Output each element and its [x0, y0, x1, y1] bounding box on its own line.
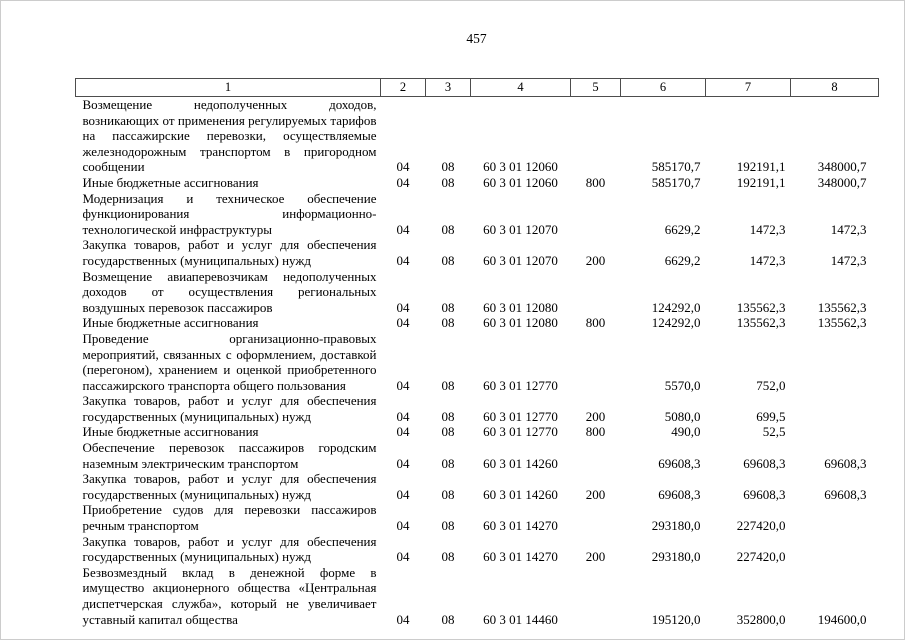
razdel-code: 04	[396, 424, 410, 440]
expense-type-code	[571, 502, 621, 533]
razdel-code: 04	[396, 549, 410, 565]
amount-col-6: 293180,0	[651, 518, 701, 534]
podrazdel-code: 08	[441, 299, 455, 315]
amount-col-6: 5080,0	[664, 408, 701, 424]
amount-col-6: 69608,3	[658, 486, 701, 502]
razdel-code: 04	[396, 611, 410, 627]
amount-col-8: 69608,3	[824, 486, 867, 502]
podrazdel-code: 08	[441, 518, 455, 534]
amount-col-8: 1472,3	[830, 252, 867, 268]
amount-col-7: 69608,3	[743, 455, 786, 471]
podrazdel-code: 08	[441, 221, 455, 237]
amount-col-7: 699,5	[756, 408, 786, 424]
expense-type-code: 800	[585, 424, 606, 440]
amount-col-6: 124292,0	[651, 315, 701, 331]
amount-col-6: 585170,7	[651, 174, 701, 190]
table-row	[76, 471, 879, 502]
row-name: Возмещение авиаперевозчикам недополученных доходов от осуществления региональных воздушных перевозок пассажиров	[82, 268, 377, 315]
amount-col-7: 192191,1	[736, 174, 786, 190]
podrazdel-code: 08	[441, 611, 455, 627]
target-article-code: 60 3 01 12770	[483, 377, 558, 393]
target-article-code: 60 3 01 14460	[483, 611, 558, 627]
table-row	[76, 97, 879, 175]
target-article-code: 60 3 01 12070	[483, 221, 558, 237]
amount-col-8	[791, 534, 879, 565]
target-article-code: 60 3 01 12080	[483, 299, 558, 315]
target-article-code: 60 3 01 12770	[483, 424, 558, 440]
podrazdel-code: 08	[441, 408, 455, 424]
table-row	[76, 440, 879, 471]
podrazdel-code: 08	[441, 424, 455, 440]
amount-col-7: 227420,0	[736, 549, 786, 565]
amount-col-8: 348000,7	[817, 159, 867, 175]
amount-col-6: 585170,7	[651, 159, 701, 175]
razdel-code: 04	[396, 159, 410, 175]
expense-type-code	[571, 269, 621, 316]
amount-col-6: 124292,0	[651, 299, 701, 315]
amount-col-7: 69608,3	[743, 486, 786, 502]
amount-col-7: 752,0	[756, 377, 786, 393]
target-article-code: 60 3 01 12070	[483, 252, 558, 268]
column-header-8: 8	[791, 79, 879, 97]
amount-col-7: 1472,3	[749, 252, 786, 268]
row-name: Иные бюджетные ассигнования	[82, 174, 259, 190]
target-article-code: 60 3 01 12060	[483, 159, 558, 175]
expense-type-code	[571, 191, 621, 238]
razdel-code: 04	[396, 486, 410, 502]
amount-col-8: 194600,0	[817, 611, 867, 627]
amount-col-6: 69608,3	[658, 455, 701, 471]
podrazdel-code: 08	[441, 549, 455, 565]
podrazdel-code: 08	[441, 252, 455, 268]
expense-type-code: 200	[585, 549, 606, 565]
row-name: Иные бюджетные ассигнования	[82, 315, 259, 331]
amount-col-6: 6629,2	[664, 252, 701, 268]
razdel-code: 04	[396, 377, 410, 393]
razdel-code: 04	[396, 174, 410, 190]
table-row	[76, 424, 879, 440]
row-name: Иные бюджетные ассигнования	[82, 424, 259, 440]
amount-col-6: 5570,0	[664, 377, 701, 393]
row-name: Обеспечение перевозок пассажиров городским наземным электрическим транспортом	[82, 440, 377, 471]
amount-col-7: 192191,1	[736, 159, 786, 175]
budget-table	[75, 78, 879, 627]
razdel-code: 04	[396, 299, 410, 315]
expense-type-code: 200	[585, 486, 606, 502]
expense-type-code: 200	[585, 252, 606, 268]
column-number-row	[76, 79, 879, 97]
table-row	[76, 565, 879, 627]
table-row	[76, 191, 879, 238]
amount-col-7: 135562,3	[736, 315, 786, 331]
column-header-7: 7	[706, 79, 791, 97]
column-header-4: 4	[471, 79, 571, 97]
expense-type-code	[571, 440, 621, 471]
target-article-code: 60 3 01 12770	[483, 408, 558, 424]
row-name: Проведение организационно-правовых мероприятий, связанных с оформлением, доставкой (перегоном), хранением и оценкой приобретенного пассажирского транспорта общего пользования	[82, 330, 377, 393]
expense-type-code: 800	[585, 315, 606, 331]
amount-col-8: 348000,7	[817, 174, 867, 190]
row-name: Закупка товаров, работ и услуг для обеспечения государственных (муниципальных) нужд	[82, 237, 377, 268]
amount-col-8	[791, 424, 879, 440]
amount-col-6: 6629,2	[664, 221, 701, 237]
column-header-6: 6	[621, 79, 706, 97]
amount-col-7: 352800,0	[736, 611, 786, 627]
row-name: Закупка товаров, работ и услуг для обеспечения государственных (муниципальных) нужд	[82, 533, 377, 565]
table-row	[76, 331, 879, 393]
target-article-code: 60 3 01 12080	[483, 315, 558, 331]
table-header	[76, 79, 879, 97]
expense-type-code: 200	[585, 408, 606, 424]
target-article-code: 60 3 01 12060	[483, 174, 558, 190]
amount-col-7: 1472,3	[749, 221, 786, 237]
amount-col-8: 135562,3	[817, 315, 867, 331]
table-row	[76, 393, 879, 424]
expense-type-code	[571, 97, 621, 175]
target-article-code: 60 3 01 14270	[483, 549, 558, 565]
amount-col-8: 69608,3	[824, 455, 867, 471]
razdel-code: 04	[396, 408, 410, 424]
column-header-1: 1	[76, 79, 381, 97]
target-article-code: 60 3 01 14260	[483, 455, 558, 471]
column-header-5: 5	[571, 79, 621, 97]
amount-col-8	[791, 331, 879, 393]
amount-col-7: 135562,3	[736, 299, 786, 315]
table-row	[76, 237, 879, 268]
podrazdel-code: 08	[441, 377, 455, 393]
amount-col-8: 1472,3	[830, 221, 867, 237]
razdel-code: 04	[396, 455, 410, 471]
target-article-code: 60 3 01 14260	[483, 486, 558, 502]
razdel-code: 04	[396, 252, 410, 268]
amount-col-8	[791, 393, 879, 424]
podrazdel-code: 08	[441, 486, 455, 502]
row-name: Приобретение судов для перевозки пассажиров речным транспортом	[82, 502, 377, 534]
column-header-3: 3	[426, 79, 471, 97]
razdel-code: 04	[396, 518, 410, 534]
table-row	[76, 315, 879, 331]
podrazdel-code: 08	[441, 174, 455, 190]
target-article-code: 60 3 01 14270	[483, 518, 558, 534]
amount-col-6: 293180,0	[651, 549, 701, 565]
amount-col-7: 227420,0	[736, 518, 786, 534]
column-header-2: 2	[381, 79, 426, 97]
row-name: Закупка товаров, работ и услуг для обеспечения государственных (муниципальных) нужд	[82, 393, 377, 424]
razdel-code: 04	[396, 221, 410, 237]
amount-col-6: 490,0	[671, 424, 701, 440]
table-row	[76, 269, 879, 316]
expense-type-code: 800	[585, 174, 606, 190]
amount-col-6: 195120,0	[651, 611, 701, 627]
expense-type-code	[571, 331, 621, 393]
table-row	[76, 175, 879, 191]
row-name: Возмещение недополученных доходов, возникающих от применения регулируемых тарифов на пассажирские перевозки, осуществляемые железнодорожным транспортом в пригородном сообщении	[82, 97, 377, 175]
razdel-code: 04	[396, 315, 410, 331]
table-row	[76, 534, 879, 565]
table-body	[76, 97, 879, 628]
row-name: Модернизация и техническое обеспечение функционирования информационно-технологической инфраструктуры	[82, 190, 377, 237]
amount-col-8: 135562,3	[817, 299, 867, 315]
amount-col-7: 52,5	[762, 424, 786, 440]
row-name: Безвозмездный вклад в денежной форме в имущество акционерного общества «Центральная диспетчерская служба», который не увеличивает уставный капитал общества	[82, 564, 377, 627]
expense-type-code	[571, 565, 621, 627]
podrazdel-code: 08	[441, 315, 455, 331]
podrazdel-code: 08	[441, 455, 455, 471]
podrazdel-code: 08	[441, 159, 455, 175]
amount-col-8	[791, 502, 879, 533]
row-name: Закупка товаров, работ и услуг для обеспечения государственных (муниципальных) нужд	[82, 471, 377, 502]
page-number: 457	[466, 31, 487, 46]
table-row	[76, 502, 879, 533]
